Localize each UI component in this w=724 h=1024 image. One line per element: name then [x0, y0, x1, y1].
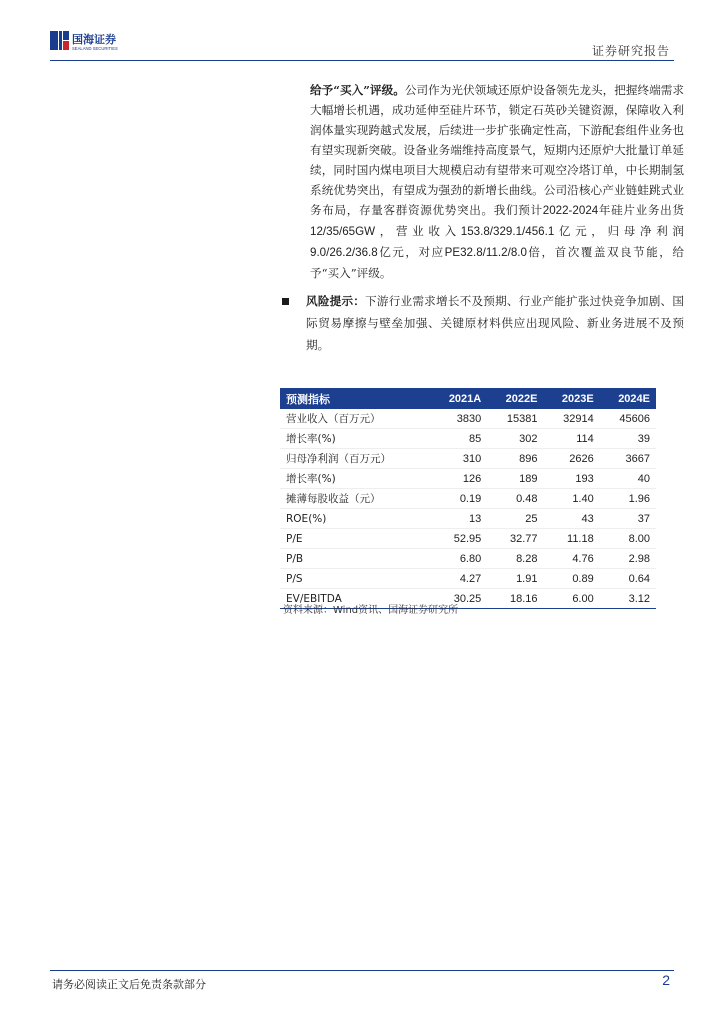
header-2022e: 2022E — [487, 388, 543, 409]
table-row — [280, 409, 656, 429]
table-row — [280, 489, 656, 509]
table-cell: 32914 — [543, 409, 599, 429]
para-text-4: 亿元，归母净利润 — [554, 224, 684, 238]
row-label: P/S — [280, 569, 430, 589]
table-cell: 1.40 — [543, 489, 599, 509]
revenue-forecast: 153.8/329.1/456.1 — [460, 225, 555, 238]
table-cell: 45606 — [600, 409, 656, 429]
footer-divider — [50, 970, 674, 971]
table-cell: 18.16 — [487, 589, 543, 609]
table-cell: 4.76 — [543, 549, 599, 569]
row-label: 营业收入（百万元） — [280, 409, 430, 429]
report-type-label: 证券研究报告 — [591, 44, 670, 58]
table-cell: 25 — [487, 509, 543, 529]
table-cell: 11.18 — [543, 529, 599, 549]
table-cell: 30.25 — [430, 589, 487, 609]
risk-label: 风险提示： — [306, 294, 366, 308]
table-source-note: 资料来源：Wind资讯、国海证券研究所 — [283, 605, 459, 616]
para-text-3: ，营业收入 — [375, 224, 461, 238]
para-text-2: 年硅片业务出货 — [598, 203, 684, 217]
table-cell: 189 — [487, 469, 543, 489]
table-cell: 0.48 — [487, 489, 543, 509]
risk-text: 下游行业需求增长不及预期、行业产能扩张过快竞争加剧、国际贸易摩擦与壁垒加强、关键原材料供应出现风险、新业务进展不及预期。 — [306, 294, 684, 352]
rating-paragraph — [310, 80, 684, 283]
table-cell: 114 — [543, 429, 599, 449]
table-row — [280, 469, 656, 489]
table-row — [280, 429, 656, 449]
header-2021a: 2021A — [430, 388, 487, 409]
header-2023e: 2023E — [543, 388, 599, 409]
table-cell: 126 — [430, 469, 487, 489]
table-row — [280, 509, 656, 529]
table-row — [280, 529, 656, 549]
row-label: 增长率(%) — [280, 469, 430, 489]
para-text-1: 公司作为光伏领域还原炉设备领先龙头，把握终端需求大幅增长机遇，成功延伸至硅片环节，锁定石英砂关键资源，保障收入利润体量实现跨越式发展，后续进一步扩张确定性高，下游配套组件业务也有望实现新突破。设备业务端维持高度景气，短期内还原炉大批量订单延续，同时国内煤电项目大规模启动有望带来可观空冷塔订单，中长期制氢系统优势突出，有望成为强劲的新增长曲线。公司沿核心产业链蛙跳式业务布局，存量客群资源优势突出。我们预计 — [310, 83, 684, 217]
sealand-logo — [50, 30, 140, 52]
header-2024e: 2024E — [600, 388, 656, 409]
page-number: 2 — [662, 972, 670, 988]
row-label: 归母净利润（百万元） — [280, 449, 430, 469]
table-cell: 2626 — [543, 449, 599, 469]
table-cell: 4.27 — [430, 569, 487, 589]
table-cell: 6.80 — [430, 549, 487, 569]
table-cell: 8.28 — [487, 549, 543, 569]
footer-disclaimer: 请务必阅读正文后免责条款部分 — [52, 978, 206, 991]
forecast-years: 2022-2024 — [542, 204, 599, 217]
table-cell: 0.19 — [430, 489, 487, 509]
table-cell: 3830 — [430, 409, 487, 429]
forecast-table — [280, 388, 656, 609]
table-cell: 302 — [487, 429, 543, 449]
table-cell: 3.12 — [600, 589, 656, 609]
table-cell: 8.00 — [600, 529, 656, 549]
table-cell: 40 — [600, 469, 656, 489]
row-label: 摊薄每股收益（元） — [280, 489, 430, 509]
table-cell: 2.98 — [600, 549, 656, 569]
row-label: P/E — [280, 529, 430, 549]
net-profit-forecast: 9.0/26.2/36.8 — [310, 246, 378, 259]
header-indicator: 预测指标 — [280, 388, 430, 409]
table-row — [280, 569, 656, 589]
table-cell: 0.89 — [543, 569, 599, 589]
table-cell: 0.64 — [600, 569, 656, 589]
table-cell: 193 — [543, 469, 599, 489]
row-label: P/B — [280, 549, 430, 569]
table-cell: 43 — [543, 509, 599, 529]
table-cell: 52.95 — [430, 529, 487, 549]
row-label: 增长率(%) — [280, 429, 430, 449]
table-header-row — [280, 388, 656, 409]
table-cell: 15381 — [487, 409, 543, 429]
square-bullet-icon — [282, 298, 289, 305]
table-cell: 85 — [430, 429, 487, 449]
wafer-shipments: 12/35/65GW — [310, 225, 376, 238]
table-cell: 1.91 — [487, 569, 543, 589]
svg-text:SEALAND SECURITIES: SEALAND SECURITIES — [72, 46, 118, 51]
para-text-6: 倍，首次覆盖双良节能，给予“买入”评级。 — [310, 245, 684, 280]
table-cell: 32.77 — [487, 529, 543, 549]
table-cell: 3667 — [600, 449, 656, 469]
table-cell: 13 — [430, 509, 487, 529]
table-cell: 1.96 — [600, 489, 656, 509]
table-cell: 39 — [600, 429, 656, 449]
table-row — [280, 549, 656, 569]
para-text-5: 亿元，对应 — [377, 245, 445, 259]
rating-lead: 给予“买入”评级。 — [310, 83, 405, 97]
row-label: EV/EBITDA — [280, 589, 430, 609]
table-cell: 896 — [487, 449, 543, 469]
svg-text:国海证券: 国海证券 — [72, 33, 116, 46]
row-label: ROE(%) — [280, 509, 430, 529]
table-cell: 37 — [600, 509, 656, 529]
header-divider — [50, 60, 674, 61]
table-cell: 6.00 — [543, 589, 599, 609]
table-row — [280, 449, 656, 469]
pe-forecast: PE32.8/11.2/8.0 — [444, 246, 527, 259]
risk-notice — [282, 290, 684, 356]
table-cell: 310 — [430, 449, 487, 469]
